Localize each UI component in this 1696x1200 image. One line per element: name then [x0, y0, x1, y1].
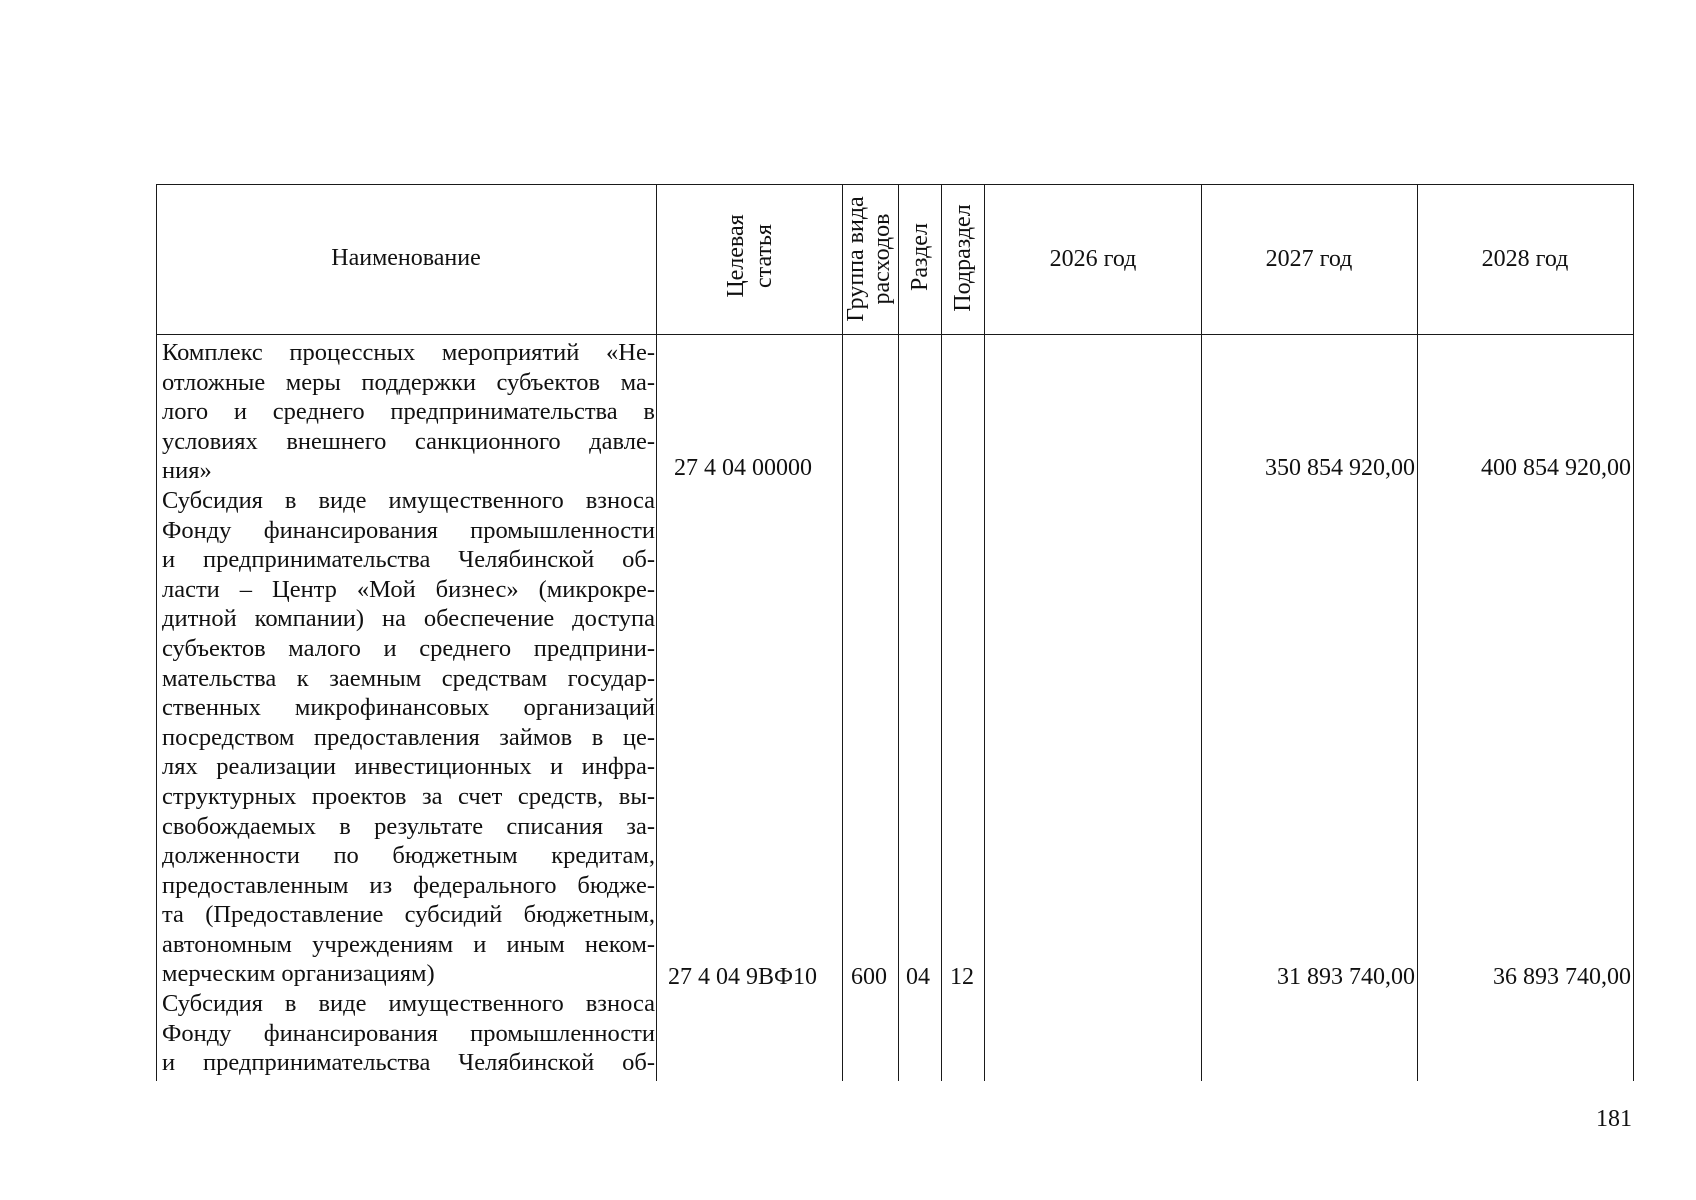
table-right-border [1633, 184, 1634, 1081]
name-line: мерческим организациям) [162, 960, 435, 988]
header-2028: 2028 год [1481, 246, 1569, 272]
name-line: Субсидия в виде имущественного взноса [162, 486, 655, 514]
name-line: предоставленным из федерального бюдже- [162, 871, 655, 899]
name-line: условиях внешнего санкционного давле- [162, 427, 655, 455]
name-line: долженности по бюджетным кредитам, [162, 842, 655, 870]
row1-year-2028: 400 854 920,00 [1481, 455, 1631, 481]
name-line: Фонду финансирования промышленности [162, 1019, 655, 1047]
name-line: дитной компании) на обеспечение доступа [162, 605, 655, 633]
header-section: Раздел [907, 223, 933, 291]
name-line: та (Предоставление субсидий бюджетным, [162, 901, 655, 929]
col-divider-7 [1417, 184, 1418, 1081]
table-top-border [156, 184, 1634, 185]
col-divider-6 [1201, 184, 1202, 1081]
row2-target-article: 27 4 04 9ВФ10 [668, 964, 817, 990]
row2-expense-group: 600 [851, 964, 887, 990]
header-2026: 2026 год [1049, 246, 1137, 272]
col-divider-4 [941, 184, 942, 1081]
name-line: автономным учреждениям и иным неком- [162, 930, 655, 958]
row2-year-2028: 36 893 740,00 [1493, 964, 1631, 990]
header-expense-group: Группа вида расходов [843, 196, 895, 322]
row2-year-2027: 31 893 740,00 [1277, 964, 1415, 990]
header-target-article: Целевая статья [723, 214, 777, 298]
name-line: мательства к заемным средствам государ- [162, 664, 655, 692]
name-line: Комплекс процессных мероприятий «Не- [162, 339, 655, 366]
row1-target-article: 27 4 04 00000 [674, 455, 812, 481]
row2-section: 04 [906, 964, 930, 990]
name-line: ласти – Центр «Мой бизнес» (микрокре- [162, 575, 655, 603]
row2-subsection: 12 [950, 964, 974, 990]
header-2027: 2027 год [1265, 246, 1353, 272]
name-line: Фонду финансирования промышленности [162, 516, 655, 544]
name-line: и предпринимательства Челябинской об- [162, 1049, 655, 1077]
header-subsection: Подраздел [950, 204, 976, 312]
col-divider-3 [898, 184, 899, 1081]
col-divider-5 [984, 184, 985, 1081]
page-number: 181 [1596, 1106, 1632, 1132]
row1-year-2027: 350 854 920,00 [1265, 455, 1415, 481]
name-line: лях реализации инвестиционных и инфра- [162, 753, 655, 781]
name-line: свобождаемых в результате списания за- [162, 812, 655, 840]
name-line: ственных микрофинансовых организаций [162, 694, 655, 722]
name-line: отложные меры поддержки субъектов ма- [162, 368, 655, 396]
name-line: и предпринимательства Челябинской об- [162, 546, 655, 574]
name-line: субъектов малого и среднего предприни- [162, 634, 655, 662]
name-line: лого и среднего предпринимательства в [162, 398, 655, 426]
name-column-text [162, 338, 655, 1078]
header-name: Наименование [331, 245, 481, 271]
name-line: структурных проектов за счет средств, вы- [162, 782, 655, 810]
name-line: Субсидия в виде имущественного взноса [162, 990, 655, 1018]
name-line: посредством предоставления займов в це- [162, 723, 655, 751]
header-bottom-border [156, 334, 1634, 335]
name-line: ния» [162, 457, 212, 485]
table-left-border [156, 184, 157, 1081]
col-divider-1 [656, 184, 657, 1081]
